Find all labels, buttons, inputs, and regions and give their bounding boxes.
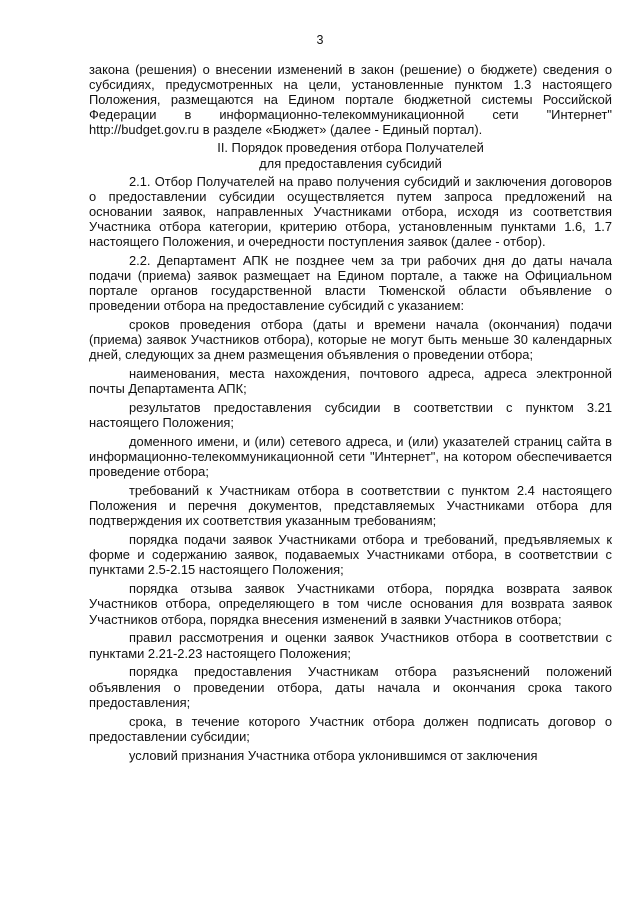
list-item-department-contacts: наименования, места нахождения, почтового адреса, адреса электронной почты Департамента АПК; — [89, 366, 612, 397]
list-item-application-procedure: порядка подачи заявок Участниками отбора и требований, предъявляемых к форме и содержанию заявок, подаваемых Участниками отбора, в соответствии с пунктами 2.5-2.15 настоящего Положения; — [89, 532, 612, 578]
list-item-deadlines: сроков проведения отбора (даты и времени начала (окончания) подачи (приема) заявок Участников отбора), которые не могут быть меньше 30 календарных дней, следующих за днем размещения объявления о проведении отбора; — [89, 317, 612, 363]
list-item-review-rules: правил рассмотрения и оценки заявок Участников отбора в соответствии с пунктами 2.21-2.23 настоящего Положения; — [89, 630, 612, 661]
list-item-domain-name: доменного имени, и (или) сетевого адреса, и (или) указателей страниц сайта в информационно-телекоммуникационной сети "Интернет", на котором обеспечивается проведение отбора; — [89, 434, 612, 480]
section-heading-line-1: II. Порядок проведения отбора Получателей — [217, 140, 484, 156]
section-heading — [89, 140, 612, 170]
page-number: 3 — [316, 33, 324, 47]
list-item-evasion-conditions: условий признания Участника отбора уклонившимся от заключения — [129, 747, 538, 763]
list-item-withdrawal-procedure: порядка отзыва заявок Участниками отбора, порядка возврата заявок Участников отбора, определяющего в том числе основания для возврата заявок Участников отбора, порядка внесения изменений в заявки Участников отбора; — [89, 581, 612, 627]
list-item-subsidy-results: результатов предоставления субсидии в соответствии с пунктом 3.21 настоящего Положения; — [89, 400, 612, 431]
intro-paragraph: закона (решения) о внесении изменений в закон (решение) о бюджете) сведения о субсидиях, предусмотренных на цели, установленные пунктом 1.3 настоящего Положения, размещаются на Едином портале бюджетной системы Российской Федерации в информационно-телекоммуникационной сети "Интернет" http://budget.gov.ru в разделе «Бюджет» (далее - Единый портал). — [89, 62, 612, 138]
list-item-clarification-procedure: порядка предоставления Участникам отбора разъяснений положений объявления о проведении отбора, даты начала и окончания срока такого предоставления; — [89, 664, 612, 710]
document-body — [89, 62, 612, 766]
section-heading-line-2: для предоставления субсидий — [259, 155, 442, 171]
list-item-signing-term: срока, в течение которого Участник отбора должен подписать договор о предоставлении субсидии; — [89, 713, 612, 744]
paragraph-2-1: 2.1. Отбор Получателей на право получения субсидий и заключения договоров о предоставлении субсидии осуществляется путем запроса предложений на основании заявок, направленных Участниками отбора, исходя из соответствия Участника отбора категории, критерию отбора, установленным пунктами 1.6, 1.7 настоящего Положения, и очередности поступления заявок (далее - отбор). — [89, 173, 612, 250]
paragraph-2-2: 2.2. Департамент АПК не позднее чем за три рабочих дня до даты начала подачи (приема) заявок размещает на Едином портале, а также на Официальном портале органов государственной власти Тюменской области объявление о проведении отбора на предоставление субсидий с указанием: — [89, 252, 612, 314]
list-item-participant-requirements: требований к Участникам отбора в соответствии с пунктом 2.4 настоящего Положения и перечня документов, представляемых Участниками отбора для подтверждения их соответствия указанным требованиям; — [89, 483, 612, 529]
